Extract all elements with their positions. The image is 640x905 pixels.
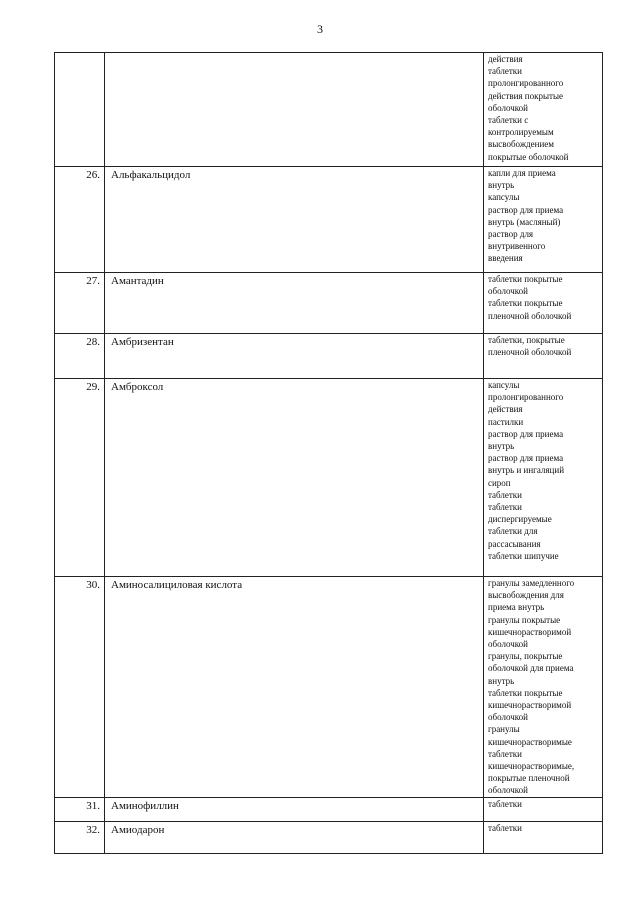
dosage-forms [484, 167, 603, 273]
dosage-form-line: оболочкой [488, 785, 528, 796]
dosage-forms [484, 822, 603, 854]
dosage-form-line: контролируемым [488, 127, 554, 138]
dosage-forms [484, 798, 603, 822]
dosage-form-line: таблетки [488, 823, 523, 833]
dosage-form-line: диспергируемые [488, 514, 552, 525]
dosage-form-line: таблетки для [488, 526, 538, 537]
dosage-forms [484, 334, 603, 379]
dosage-form-line: таблетки [488, 489, 523, 500]
dosage-form-line: раствор для [488, 229, 534, 240]
dosage-form-line: сироп [488, 477, 511, 488]
dosage-forms [484, 577, 603, 798]
drug-name: Амбризентан [105, 334, 484, 379]
dosage-form-line: высвобождения для [488, 590, 564, 601]
dosage-form-line: таблетки покрытые [488, 298, 563, 309]
dosage-form-line: капсулы [488, 380, 520, 390]
dosage-form-line: действия [488, 404, 523, 415]
dosage-form-line: пролонгированного [488, 78, 564, 89]
dosage-form-line: внутрь [488, 180, 515, 191]
dosage-form-line: раствор для приема [488, 453, 564, 464]
dosage-form-line: таблетки [488, 502, 523, 513]
drug-name: Альфакальцидол [105, 167, 484, 273]
dosage-form-line: введения [488, 253, 523, 264]
dosage-form-line: рассасывания [488, 538, 541, 549]
dosage-form-line: кишечнорастворимой [488, 700, 572, 711]
row-number: 28. [55, 334, 105, 379]
table-row [55, 273, 603, 334]
drug-name [105, 53, 484, 167]
dosage-form-line: внутрь [488, 441, 515, 452]
drug-name: Амброксол [105, 379, 484, 577]
dosage-forms [484, 379, 603, 577]
dosage-form-line: высвобождением [488, 139, 554, 150]
dosage-form-line: оболочкой [488, 639, 528, 650]
dosage-form-line: покрытые пленочной [488, 773, 570, 784]
dosage-form-line: внутрь [488, 675, 515, 686]
dosage-form-line: таблетки с [488, 115, 529, 126]
dosage-form-line: пастилки [488, 416, 524, 427]
dosage-form-line: раствор для приема [488, 204, 564, 215]
dosage-form-line: раствор для приема [488, 428, 564, 439]
row-number: 30. [55, 577, 105, 798]
row-number: 29. [55, 379, 105, 577]
row-number: 27. [55, 273, 105, 334]
dosage-form-line: пленочной оболочкой [488, 310, 572, 321]
row-number [55, 53, 105, 167]
dosage-form-line: кишечнорастворимой [488, 626, 572, 637]
table-row [55, 577, 603, 798]
dosage-forms [484, 273, 603, 334]
dosage-form-line: пролонгированного [488, 392, 564, 403]
drug-name: Аминофиллин [105, 798, 484, 822]
table-row [55, 379, 603, 577]
dosage-form-line: оболочкой [488, 102, 528, 113]
dosage-form-line: таблетки [488, 66, 523, 77]
dosage-form-line: капли для приема [488, 168, 556, 178]
dosage-form-line: действия покрытые [488, 90, 563, 101]
drug-name: Амантадин [105, 273, 484, 334]
table-row [55, 798, 603, 822]
dosage-form-line: внутрь и ингаляций [488, 465, 565, 476]
dosage-form-line: гранулы покрытые [488, 614, 561, 625]
dosage-form-line: гранулы, покрытые [488, 651, 563, 662]
dosage-form-line: приема внутрь [488, 602, 545, 613]
drug-name: Аминосалициловая кислота [105, 577, 484, 798]
dosage-form-line: таблетки [488, 799, 523, 809]
drug-table [54, 52, 603, 854]
dosage-form-line: внутрь (масляный) [488, 216, 561, 227]
dosage-form-line: оболочкой для приема [488, 663, 574, 674]
dosage-form-line: оболочкой [488, 286, 528, 297]
dosage-forms [484, 53, 603, 167]
dosage-form-line: гранулы замедленного [488, 578, 575, 588]
row-number: 26. [55, 167, 105, 273]
dosage-form-line: таблетки шипучие [488, 550, 559, 561]
table-row [55, 822, 603, 854]
dosage-form-line: оболочкой [488, 712, 528, 723]
dosage-form-line: таблетки покрытые [488, 274, 563, 284]
dosage-form-line: кишечнорастворимые [488, 736, 572, 747]
dosage-form-line: действия [488, 54, 523, 64]
drug-name: Амиодарон [105, 822, 484, 854]
dosage-form-line: таблетки, покрытые [488, 335, 565, 345]
dosage-form-line: таблетки покрытые [488, 687, 563, 698]
dosage-form-line: внутривенного [488, 241, 546, 252]
dosage-form-line: покрытые оболочкой [488, 151, 569, 162]
table-row [55, 334, 603, 379]
row-number: 32. [55, 822, 105, 854]
dosage-form-line: пленочной оболочкой [488, 347, 572, 358]
page-number: 3 [317, 22, 323, 36]
table-row [55, 53, 603, 167]
dosage-form-line: капсулы [488, 192, 520, 203]
dosage-form-line: таблетки [488, 748, 523, 759]
table-row [55, 167, 603, 273]
row-number: 31. [55, 798, 105, 822]
dosage-form-line: кишечнорастворимые, [488, 761, 575, 772]
dosage-form-line: гранулы [488, 724, 520, 735]
